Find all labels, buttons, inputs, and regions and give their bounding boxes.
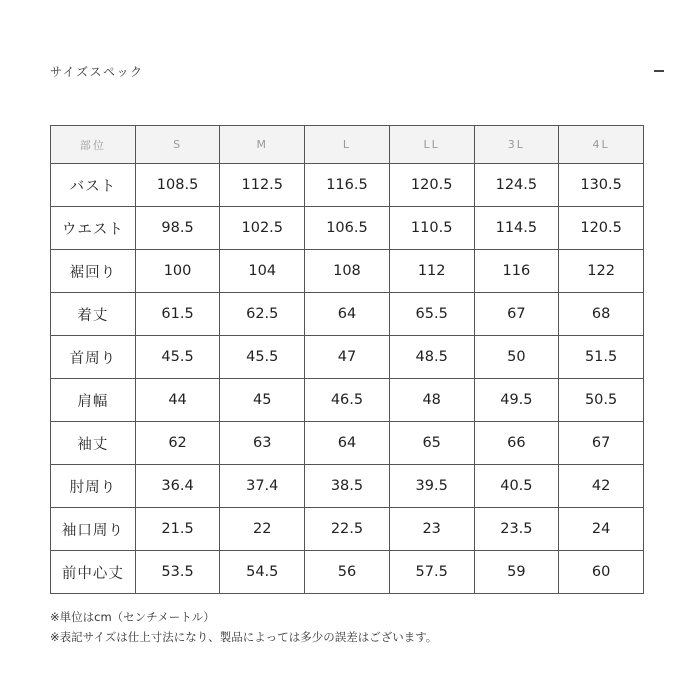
column-header-size: LL [389, 126, 474, 164]
table-row [51, 164, 644, 207]
table-cell: 61.5 [135, 293, 220, 336]
table-cell: 48.5 [389, 336, 474, 379]
table-cell: 46.5 [305, 379, 390, 422]
table-cell: 112 [389, 250, 474, 293]
table-cell: 44 [135, 379, 220, 422]
table-cell: 66 [474, 422, 559, 465]
table-cell: 22 [220, 508, 305, 551]
table-cell: 45 [220, 379, 305, 422]
table-cell: 47 [305, 336, 390, 379]
table-cell: 24 [559, 508, 644, 551]
table-cell: 65.5 [389, 293, 474, 336]
table-cell: 36.4 [135, 465, 220, 508]
table-cell: 64 [305, 293, 390, 336]
table-cell: 21.5 [135, 508, 220, 551]
table-cell: 42 [559, 465, 644, 508]
row-label: ウエスト [51, 207, 136, 250]
table-cell: 112.5 [220, 164, 305, 207]
table-row [51, 293, 644, 336]
table-cell: 54.5 [220, 551, 305, 594]
table-cell: 50.5 [559, 379, 644, 422]
table-cell: 39.5 [389, 465, 474, 508]
row-label: 裾回り [51, 250, 136, 293]
table-cell: 68 [559, 293, 644, 336]
table-cell: 116.5 [305, 164, 390, 207]
column-header-size: L [305, 126, 390, 164]
table-cell: 56 [305, 551, 390, 594]
table-cell: 98.5 [135, 207, 220, 250]
table-header-row [51, 126, 644, 164]
table-cell: 45.5 [135, 336, 220, 379]
note-tolerance: ※表記サイズは仕上寸法になり、製品によっては多少の誤差はございます。 [50, 630, 438, 644]
table-cell: 37.4 [220, 465, 305, 508]
table-row [51, 336, 644, 379]
table-cell: 130.5 [559, 164, 644, 207]
notes [50, 607, 437, 647]
minus-icon[interactable] [654, 70, 664, 72]
table-cell: 102.5 [220, 207, 305, 250]
table-cell: 38.5 [305, 465, 390, 508]
table-cell: 49.5 [474, 379, 559, 422]
table-row [51, 207, 644, 250]
table-cell: 57.5 [389, 551, 474, 594]
table-cell: 108 [305, 250, 390, 293]
row-label: 首周り [51, 336, 136, 379]
table-cell: 120.5 [389, 164, 474, 207]
row-label: 袖丈 [51, 422, 136, 465]
row-label: 前中心丈 [51, 551, 136, 594]
table-cell: 110.5 [389, 207, 474, 250]
table-row [51, 465, 644, 508]
table-cell: 59 [474, 551, 559, 594]
table-cell: 100 [135, 250, 220, 293]
column-header-part: 部位 [51, 126, 136, 164]
table-cell: 51.5 [559, 336, 644, 379]
table-cell: 120.5 [559, 207, 644, 250]
table-cell: 106.5 [305, 207, 390, 250]
table-cell: 114.5 [474, 207, 559, 250]
table-cell: 116 [474, 250, 559, 293]
table-cell: 53.5 [135, 551, 220, 594]
column-header-size: M [220, 126, 305, 164]
table-cell: 108.5 [135, 164, 220, 207]
table-row [51, 551, 644, 594]
table-cell: 23.5 [474, 508, 559, 551]
row-label: 肩幅 [51, 379, 136, 422]
row-label: 袖口周り [51, 508, 136, 551]
table-cell: 48 [389, 379, 474, 422]
table-cell: 64 [305, 422, 390, 465]
table-cell: 104 [220, 250, 305, 293]
table-cell: 23 [389, 508, 474, 551]
column-header-size: 3L [474, 126, 559, 164]
table-cell: 62 [135, 422, 220, 465]
table-cell: 50 [474, 336, 559, 379]
table-cell: 122 [559, 250, 644, 293]
column-header-size: S [135, 126, 220, 164]
table-cell: 67 [559, 422, 644, 465]
table-row [51, 379, 644, 422]
table-row [51, 422, 644, 465]
table-row [51, 250, 644, 293]
table-cell: 60 [559, 551, 644, 594]
row-label: バスト [51, 164, 136, 207]
table-cell: 65 [389, 422, 474, 465]
table-body [51, 164, 644, 594]
table-cell: 63 [220, 422, 305, 465]
table-row [51, 508, 644, 551]
note-unit: ※単位はcm（センチメートル） [50, 610, 215, 624]
table-cell: 124.5 [474, 164, 559, 207]
row-label: 着丈 [51, 293, 136, 336]
column-header-size: 4L [559, 126, 644, 164]
row-label: 肘周り [51, 465, 136, 508]
table-cell: 67 [474, 293, 559, 336]
table-cell: 22.5 [305, 508, 390, 551]
size-spec-table [50, 125, 644, 594]
table-cell: 45.5 [220, 336, 305, 379]
table-cell: 62.5 [220, 293, 305, 336]
section-title: サイズスペック [50, 65, 144, 79]
table-cell: 40.5 [474, 465, 559, 508]
